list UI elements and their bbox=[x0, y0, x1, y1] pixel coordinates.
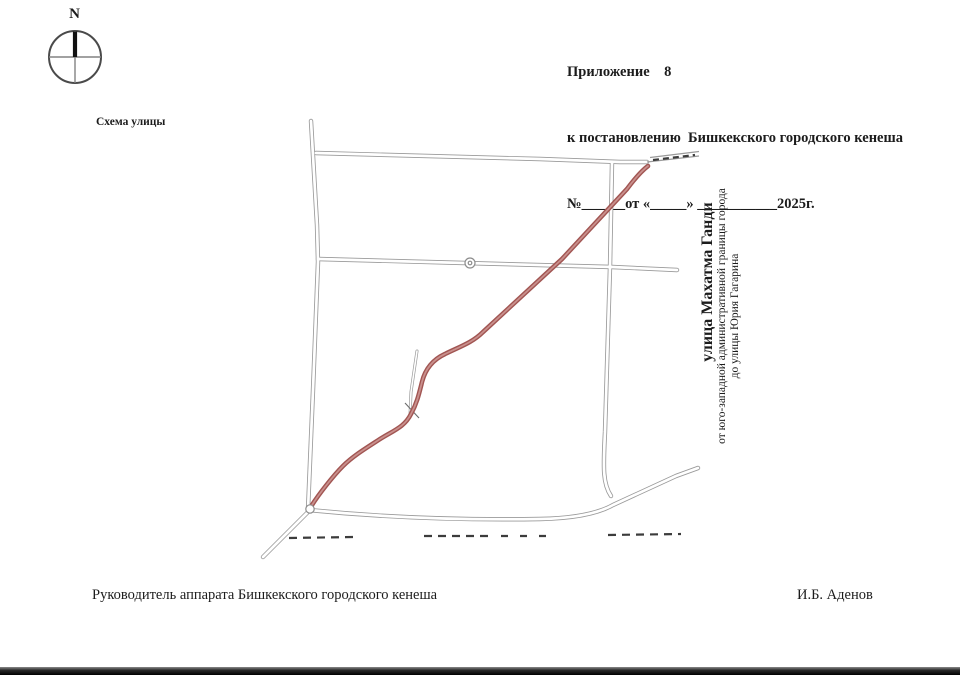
street-extent-from-label: от юго-западной административной границы города bbox=[716, 188, 728, 444]
header-number-date-line: №______от «_____» ___________2025г. bbox=[567, 196, 815, 212]
street-name-label: улица Махатма Ганди bbox=[699, 202, 716, 362]
scheme-title: Схема улицы bbox=[96, 116, 166, 128]
roundabout-center-icon bbox=[468, 261, 472, 265]
boundary-dash-segment-4 bbox=[608, 534, 681, 535]
boundary-dash-segment-1 bbox=[289, 537, 353, 538]
header-appendix-line: Приложение 8 bbox=[567, 64, 672, 80]
signature-position-title: Руководитель аппарата Бишкекского городского кенеша bbox=[92, 587, 438, 603]
road-top-fill bbox=[316, 153, 647, 162]
road-top-fork bbox=[647, 152, 699, 163]
header-resolution-line: к постановлению Бишкекского городского кенеша bbox=[567, 130, 903, 146]
street-annotation bbox=[699, 166, 741, 466]
road-middle-fill bbox=[318, 259, 677, 270]
road-casings bbox=[263, 121, 698, 557]
street-extent-to-label: до улицы Юрия Гагарина bbox=[728, 253, 741, 379]
route-highlight bbox=[312, 166, 648, 505]
boundary-dashes bbox=[289, 534, 681, 538]
signature-signer-name: И.Б. Аденов bbox=[797, 587, 873, 603]
road-bottom-fill bbox=[309, 468, 698, 519]
screenshot-bottom-edge bbox=[0, 667, 960, 675]
road-southwest-fill bbox=[263, 511, 309, 557]
compass-north-label: N bbox=[69, 6, 81, 22]
map-nodes bbox=[306, 258, 475, 513]
junction-circle-icon bbox=[306, 505, 314, 513]
road-fills bbox=[263, 121, 698, 557]
route-centerline bbox=[312, 166, 648, 505]
